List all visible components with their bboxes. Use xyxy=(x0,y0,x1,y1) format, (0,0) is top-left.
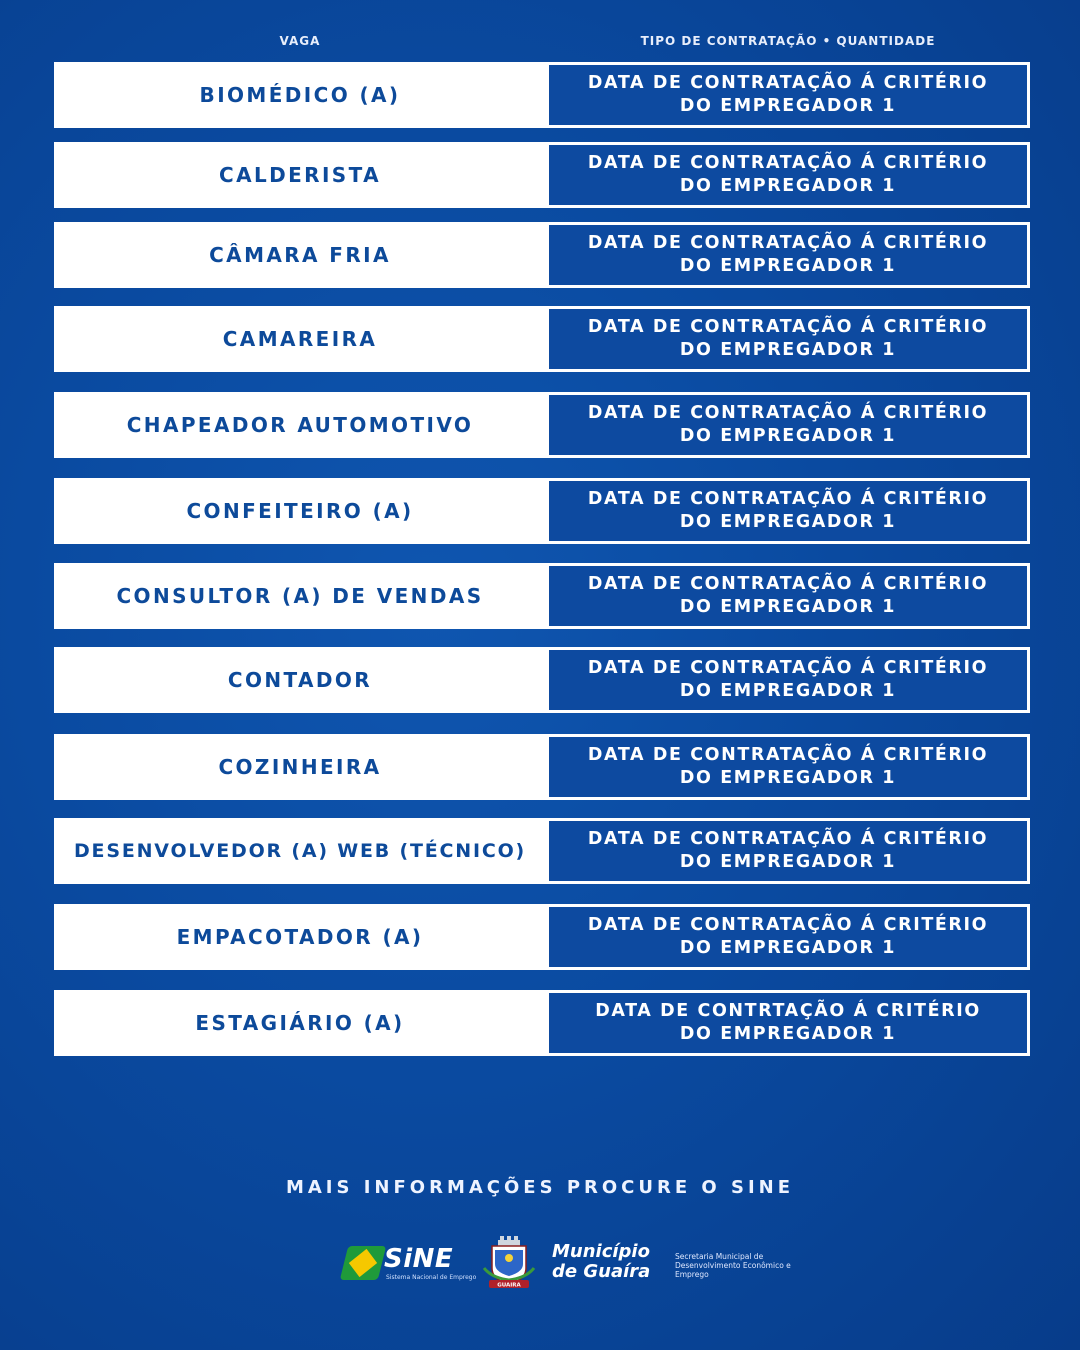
contract-line-1: DATA DE CONTRATAÇÃO Á CRITÉRIO xyxy=(587,658,989,678)
contract-line-1: DATA DE CONTRATAÇÃO Á CRITÉRIO xyxy=(587,317,989,337)
sine-subtitle: Sistema Nacional de Emprego xyxy=(386,1274,477,1281)
contract-type xyxy=(546,904,1030,970)
contract-line-2: DO EMPREGADOR 1 xyxy=(679,597,897,617)
contract-type xyxy=(546,306,1030,372)
contract-line-1: DATA DE CONTRATAÇÃO Á CRITÉRIO xyxy=(587,73,989,93)
contract-type xyxy=(546,990,1030,1056)
job-title: CÂMARA FRIA xyxy=(54,222,546,288)
contract-line-2: DO EMPREGADOR 1 xyxy=(679,768,897,788)
contract-line-1: DATA DE CONTRATAÇÃO Á CRITÉRIO xyxy=(587,489,989,509)
crest-label: GUAIRA xyxy=(497,1282,521,1289)
contract-type xyxy=(546,392,1030,458)
table-row xyxy=(54,62,1030,128)
sine-wordmark: SiNE xyxy=(384,1244,454,1274)
contract-type xyxy=(546,563,1030,629)
job-title: CONTADOR xyxy=(54,647,546,713)
job-title: BIOMÉDICO (A) xyxy=(54,62,546,128)
contract-line-2: DO EMPREGADOR 1 xyxy=(679,256,897,276)
job-title: DESENVOLVEDOR (A) WEB (TÉCNICO) xyxy=(54,818,546,884)
municipio-logo xyxy=(552,1242,650,1282)
contract-type xyxy=(546,222,1030,288)
municipio-line-2: de Guaíra xyxy=(552,1261,651,1282)
contract-type xyxy=(546,734,1030,800)
contract-type xyxy=(546,818,1030,884)
job-title: CALDERISTA xyxy=(54,142,546,208)
contract-type xyxy=(546,647,1030,713)
table-row xyxy=(54,647,1030,713)
sine-flag-icon xyxy=(340,1246,386,1280)
contract-line-2: DO EMPREGADOR 1 xyxy=(679,1024,897,1044)
contract-type xyxy=(546,478,1030,544)
table-row xyxy=(54,222,1030,288)
contract-line-1: DATA DE CONTRATAÇÃO Á CRITÉRIO xyxy=(587,745,989,765)
logo-bar xyxy=(0,1232,1080,1292)
job-title: CAMAREIRA xyxy=(54,306,546,372)
guaira-crest-icon xyxy=(480,1234,538,1292)
job-title: CONFEITEIRO (A) xyxy=(54,478,546,544)
contract-line-1: DATA DE CONTRATAÇÃO Á CRITÉRIO xyxy=(587,915,989,935)
table-row xyxy=(54,563,1030,629)
contract-line-2: DO EMPREGADOR 1 xyxy=(679,426,897,446)
contract-line-1: DATA DE CONTRATAÇÃO Á CRITÉRIO xyxy=(587,233,989,253)
table-row xyxy=(54,306,1030,372)
table-row xyxy=(54,904,1030,970)
table-row xyxy=(54,142,1030,208)
table-row xyxy=(54,734,1030,800)
contract-line-1: DATA DE CONTRATAÇÃO Á CRITÉRIO xyxy=(587,403,989,423)
job-title: ESTAGIÁRIO (A) xyxy=(54,990,546,1056)
contract-type xyxy=(546,62,1030,128)
job-title: EMPACOTADOR (A) xyxy=(54,904,546,970)
contract-line-2: DO EMPREGADOR 1 xyxy=(679,176,897,196)
contract-line-2: DO EMPREGADOR 1 xyxy=(679,852,897,872)
job-title: CHAPEADOR AUTOMOTIVO xyxy=(54,392,546,458)
contract-line-2: DO EMPREGADOR 1 xyxy=(679,340,897,360)
municipio-line-1: Município xyxy=(552,1241,650,1262)
column-header-tipo: TIPO DE CONTRATAÇÃO • QUANTIDADE xyxy=(640,34,936,48)
more-info-text: MAIS INFORMAÇÕES PROCURE O SINE xyxy=(285,1177,795,1198)
column-header-vaga: VAGA xyxy=(279,34,321,48)
contract-line-2: DO EMPREGADOR 1 xyxy=(679,512,897,532)
table-row xyxy=(54,392,1030,458)
contract-line-1: DATA DE CONTRATAÇÃO Á CRITÉRIO xyxy=(587,574,989,594)
contract-type xyxy=(546,142,1030,208)
secretaria-text: Secretaria Municipal de Desenvolvimento Econômico e Emprego xyxy=(675,1252,791,1279)
job-title: CONSULTOR (A) DE VENDAS xyxy=(54,563,546,629)
sine-logo xyxy=(344,1244,477,1284)
contract-line-1: DATA DE CONTRATAÇÃO Á CRITÉRIO xyxy=(587,153,989,173)
table-row xyxy=(54,990,1030,1056)
contract-line-1: DATA DE CONTRTAÇÃO Á CRITÉRIO xyxy=(595,1001,981,1021)
contract-line-1: DATA DE CONTRATAÇÃO Á CRITÉRIO xyxy=(587,829,989,849)
contract-line-2: DO EMPREGADOR 1 xyxy=(679,681,897,701)
table-row xyxy=(54,818,1030,884)
table-row xyxy=(54,478,1030,544)
contract-line-2: DO EMPREGADOR 1 xyxy=(679,96,897,116)
contract-line-2: DO EMPREGADOR 1 xyxy=(679,938,897,958)
job-title: COZINHEIRA xyxy=(54,734,546,800)
